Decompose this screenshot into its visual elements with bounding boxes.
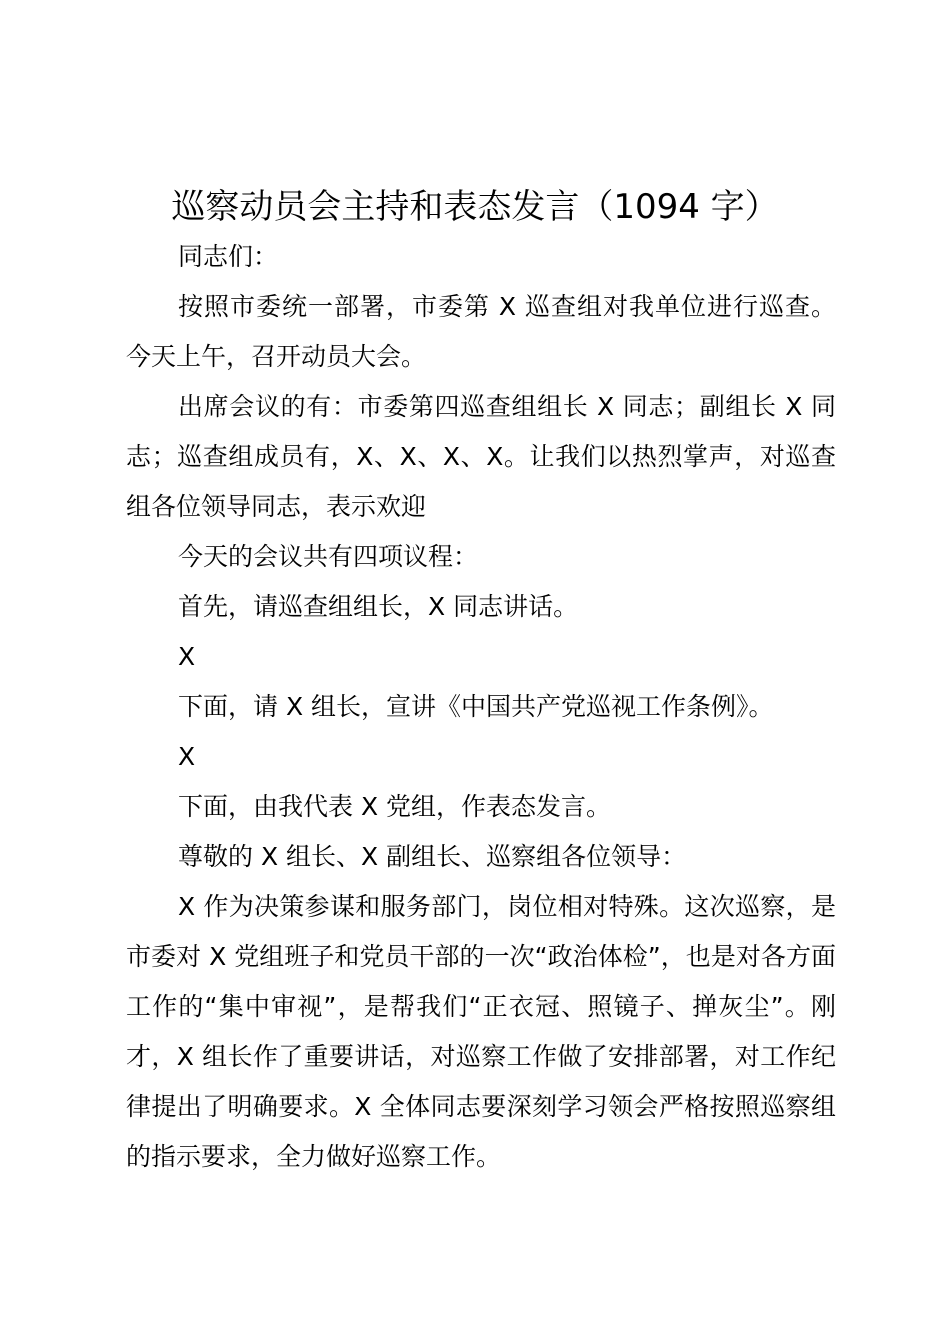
paragraph-intro: 按照市委统一部署，市委第 X 巡查组对我单位进行巡查。今天上午，召开动员大会。 [126,292,836,371]
paragraph-third-item: 下面，由我代表 X 党组，作表态发言。 [178,792,612,821]
paragraph-second-item: 下面，请 X 组长，宣讲《中国共产党巡视工作条例》。 [178,692,774,721]
paragraph-agenda: 今天的会议共有四项议程： [178,542,479,571]
paragraph-placeholder-1: X [178,642,196,671]
paragraph-statement: X 作为决策参谋和服务部门，岗位相对特殊。这次巡察，是市委对 X 党组班子和党员干部的一次“政治体检”，也是对各方面工作的“集中审视”，是帮我们“正衣冠、照镜子、掸灰尘”。刚才，X 组长作了重要讲话，对巡察工作做了安排部署，对工作纪律提出了明确要求。X 全体同志要深刻学习领会严格按照巡察组的指示要求，全力做好巡察工作。 [126,892,836,1171]
paragraph-first-item: 首先，请巡查组组长，X 同志讲话。 [178,592,579,621]
paragraph-salutation: 尊敬的 X 组长、X 副组长、巡察组各位领导： [178,842,687,871]
paragraph-attendees: 出席会议的有：市委第四巡查组组长 X 同志；副组长 X 同志；巡查组成员有，X、X、X、X。让我们以热烈掌声，对巡查组各位领导同志，表示欢迎 [126,392,836,521]
paragraph-greeting: 同志们： [178,242,279,271]
document-title: 巡察动员会主持和表态发言（1094 字） [171,187,779,227]
document-body [126,232,836,1182]
paragraph-placeholder-2: X [178,742,196,771]
